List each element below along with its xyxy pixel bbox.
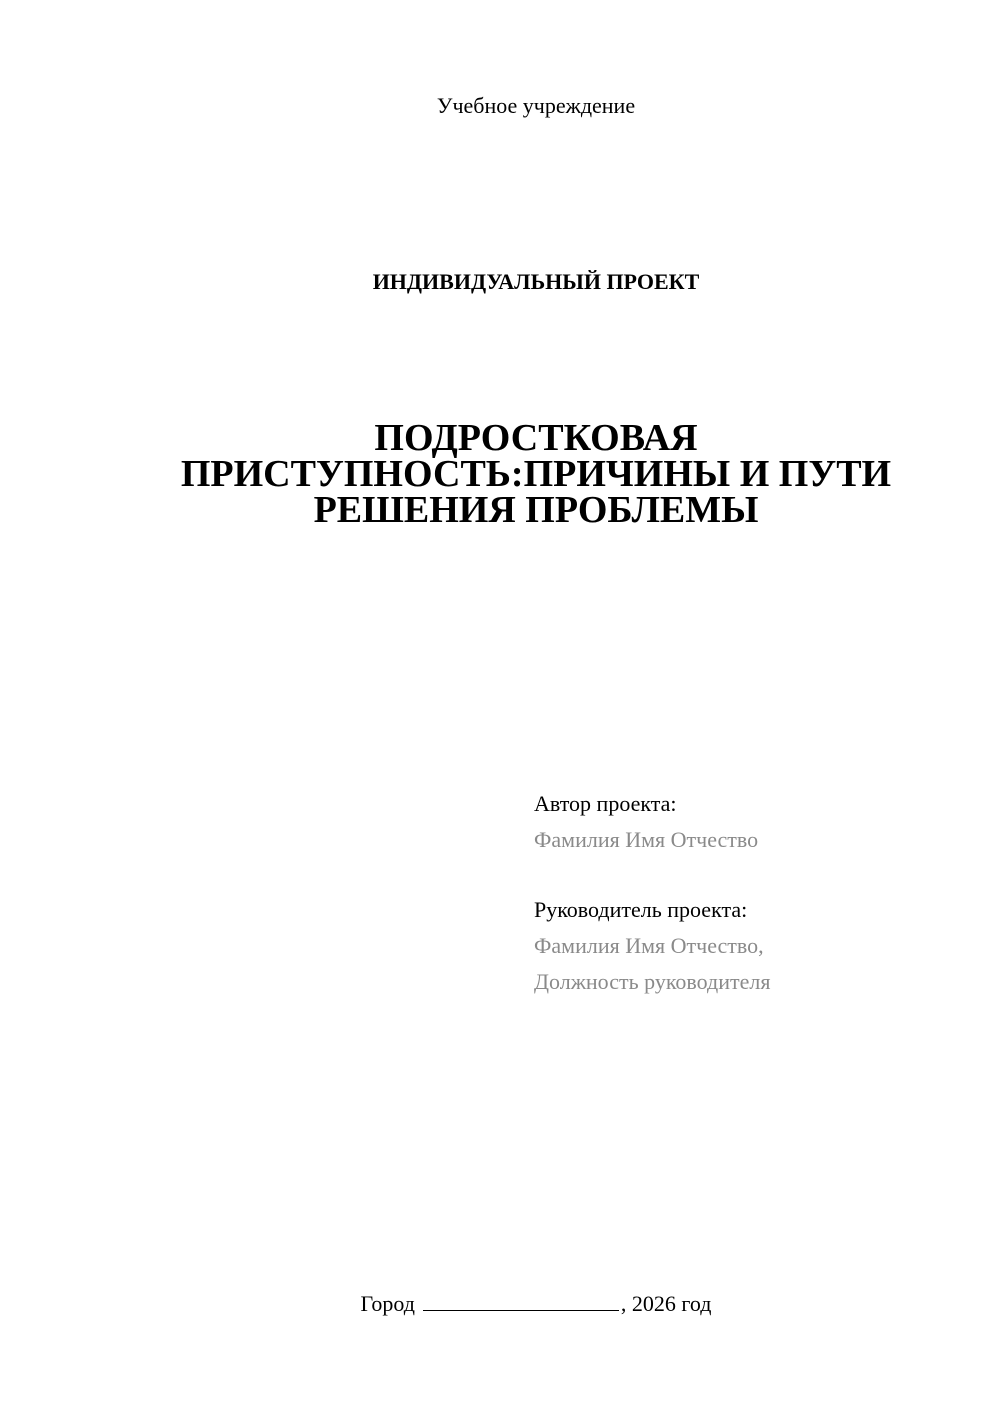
institution-name: Учебное учреждение (436, 93, 636, 118)
supervisor-block (534, 892, 974, 1000)
author-name-placeholder: Фамилия Имя Отчество (534, 827, 759, 852)
project-title-line: ПОДРОСТКОВАЯ (374, 417, 698, 459)
project-title (150, 417, 922, 531)
city-blank-line (423, 1290, 619, 1311)
city-label: Город (360, 1291, 415, 1316)
supervisor-position-placeholder: Должность руководителя (534, 969, 771, 994)
author-block (534, 786, 974, 858)
footer-city-year (0, 1290, 1000, 1318)
project-title-line: РЕШЕНИЯ ПРОБЛЕМЫ (313, 489, 759, 531)
author-label: Автор проекта: (534, 791, 677, 816)
supervisor-name-placeholder: Фамилия Имя Отчество, (534, 933, 764, 958)
year-text: , 2026 год (620, 1291, 712, 1316)
project-type-heading: ИНДИВИДУАЛЬНЫЙ ПРОЕКТ (372, 269, 700, 294)
project-title-line: ПРИСТУПНОСТЬ:ПРИЧИНЫ И ПУТИ (180, 453, 892, 495)
supervisor-label: Руководитель проекта: (534, 897, 748, 922)
